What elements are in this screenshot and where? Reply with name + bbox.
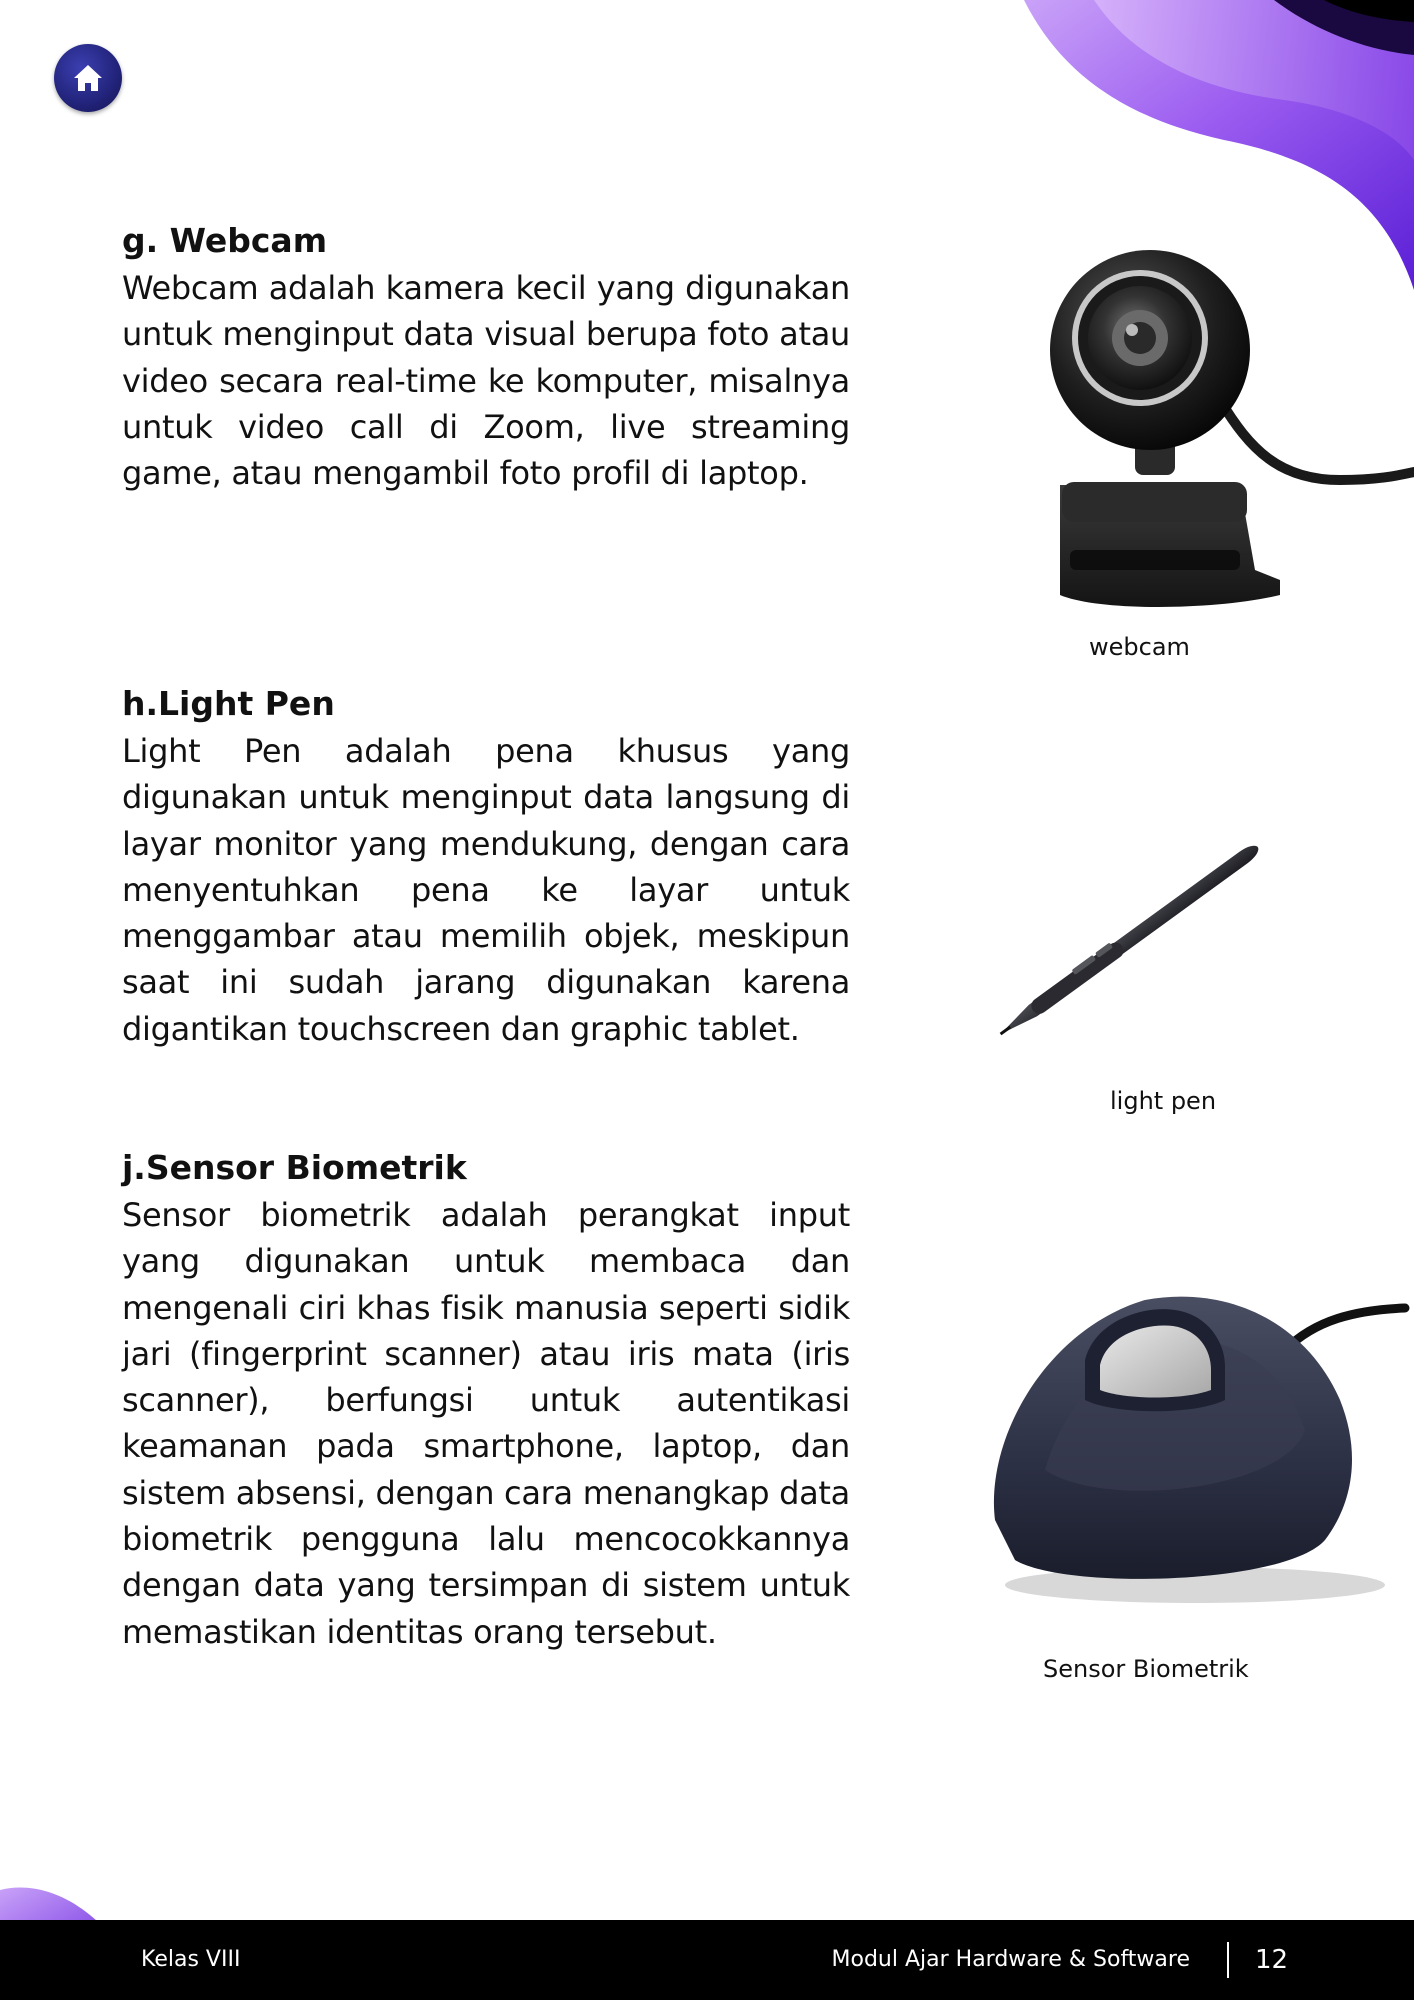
text-line: mencocokkannya dengan data yang [122, 1520, 851, 1605]
section-heading-sensor-biometrik: j.Sensor Biometrik [122, 1148, 467, 1187]
section-sensor-biometrik [122, 1144, 850, 1655]
home-button[interactable] [54, 44, 122, 112]
text-line: cara menyentuhkan pena ke layar untuk [122, 824, 851, 909]
text-line: menggambar atau memilih objek, [122, 917, 680, 956]
section-body-light-pen [122, 728, 850, 1052]
text-line: graphic tablet. [569, 1009, 800, 1048]
section-light-pen [122, 680, 850, 1052]
section-heading-light-pen: h.Light Pen [122, 684, 335, 723]
text-line: berupa foto atau video secara real-time ke [122, 315, 851, 400]
text-line: Zoom, live streaming game, atau [122, 407, 850, 493]
section-heading-webcam: g. Webcam [122, 221, 328, 260]
text-line: mata (iris scanner), berfungsi untuk [122, 1334, 850, 1420]
light-pen-image [970, 805, 1290, 1075]
text-line: digunakan untuk menginput data visual [122, 269, 851, 354]
text-line: laptop, dan sistem absensi, dengan cara [122, 1427, 850, 1512]
section-body-sensor-biometrik [122, 1192, 850, 1655]
text-line: digunakan untuk menginput data langsung [122, 778, 810, 817]
text-line: Light Pen adalah pena khusus yang [122, 732, 850, 770]
page-footer [0, 1920, 1414, 2000]
text-line: mengenali ciri khas fisik manusia seperti [122, 1288, 768, 1327]
text-line: mengambil foto profil di laptop. [312, 454, 809, 493]
text-line: tersimpan di sistem untuk memastikan [122, 1566, 850, 1651]
text-line: karena digantikan touchscreen dan [122, 963, 850, 1048]
text-line: menangkap data biometrik pengguna lalu [122, 1473, 850, 1559]
text-line: meskipun saat ini sudah jarang digunakan [122, 917, 850, 1002]
text-line: komputer, misalnya untuk video call di [122, 361, 850, 446]
footer-module-title: Modul Ajar Hardware & Software [831, 1947, 1190, 1972]
text-line: Webcam adalah kamera kecil yang [122, 269, 675, 307]
home-icon [70, 60, 106, 96]
text-line: Sensor biometrik adalah perangkat input [122, 1196, 850, 1234]
text-line: di layar monitor yang mendukung, dengan [122, 778, 850, 863]
webcam-image [1040, 250, 1414, 620]
caption-biometric: Sensor Biometrik [1043, 1655, 1249, 1683]
text-line: autentikasi keamanan pada smartphone, [122, 1381, 850, 1466]
section-body-webcam [122, 265, 850, 496]
section-webcam [122, 217, 850, 496]
footer-divider [1227, 1942, 1229, 1978]
biometric-sensor-image [985, 1290, 1410, 1610]
text-line: sidik jari (fingerprint scanner) atau iris [122, 1288, 851, 1373]
text-line: yang digunakan untuk membaca dan [122, 1242, 850, 1281]
page-number: 12 [1255, 1945, 1289, 1975]
caption-webcam: webcam [1089, 633, 1190, 661]
caption-light-pen: light pen [1110, 1087, 1217, 1115]
footer-class-label: Kelas VIII [141, 1947, 241, 1972]
text-line: identitas orang tersebut. [326, 1612, 717, 1651]
